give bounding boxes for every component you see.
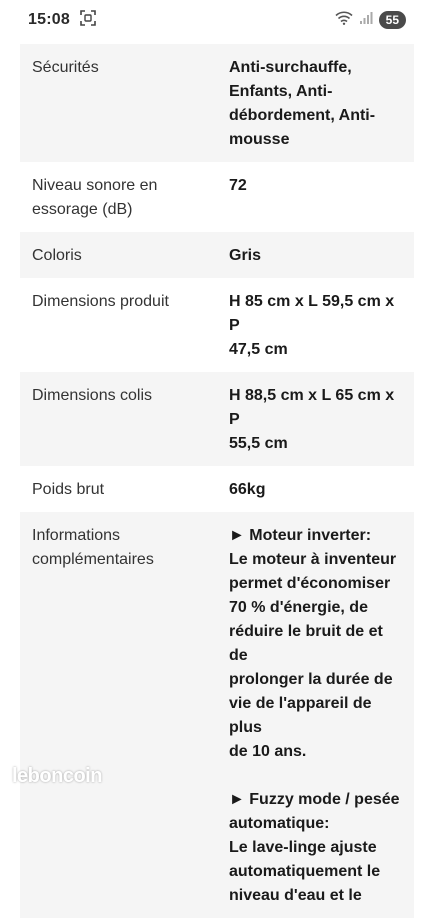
spec-value: 66kg xyxy=(229,481,266,498)
spec-row xyxy=(20,278,414,372)
spec-row xyxy=(20,512,414,918)
status-time: 15:08 xyxy=(28,11,70,28)
spec-value: Gris xyxy=(229,247,262,264)
spec-label: Coloris xyxy=(32,247,82,264)
wifi-icon xyxy=(335,11,353,30)
spec-label: Sécurités xyxy=(32,59,99,76)
spec-value: Anti-surchauffe, Enfants, Anti- débordement, Anti- mousse xyxy=(229,59,376,148)
spec-value: 72 xyxy=(229,177,247,194)
spec-label: Informations complémentaires xyxy=(32,527,154,568)
spec-label: Dimensions colis xyxy=(32,387,153,404)
spec-row xyxy=(20,372,414,466)
spec-row xyxy=(20,466,414,512)
leboncoin-watermark: leboncoin xyxy=(12,765,102,787)
screenshot-icon xyxy=(80,10,96,31)
spec-label: Poids brut xyxy=(32,481,105,498)
spec-label: Dimensions produit xyxy=(32,293,169,310)
spec-row xyxy=(20,232,414,278)
status-bar xyxy=(0,0,434,40)
battery-indicator: 55 xyxy=(379,11,406,29)
spec-row xyxy=(20,162,414,232)
signal-icon xyxy=(359,11,373,30)
spec-row xyxy=(20,44,414,162)
spec-value: H 85 cm x L 59,5 cm x P 47,5 cm xyxy=(229,293,395,358)
spec-value: ► Moteur inverter: Le moteur à inventeur permet d'économiser 70 % d'énergie, de réduire le bruit de et de prolonger la durée de vie de l'appareil de plus de 10 ans. ► Fuzzy mode / pesée automatique: Le lave-linge ajuste automatiquement le niveau d'eau et le xyxy=(229,527,400,904)
spec-value: H 88,5 cm x L 65 cm x P 55,5 cm xyxy=(229,387,395,452)
spec-label: Niveau sonore en essorage (dB) xyxy=(32,177,158,218)
